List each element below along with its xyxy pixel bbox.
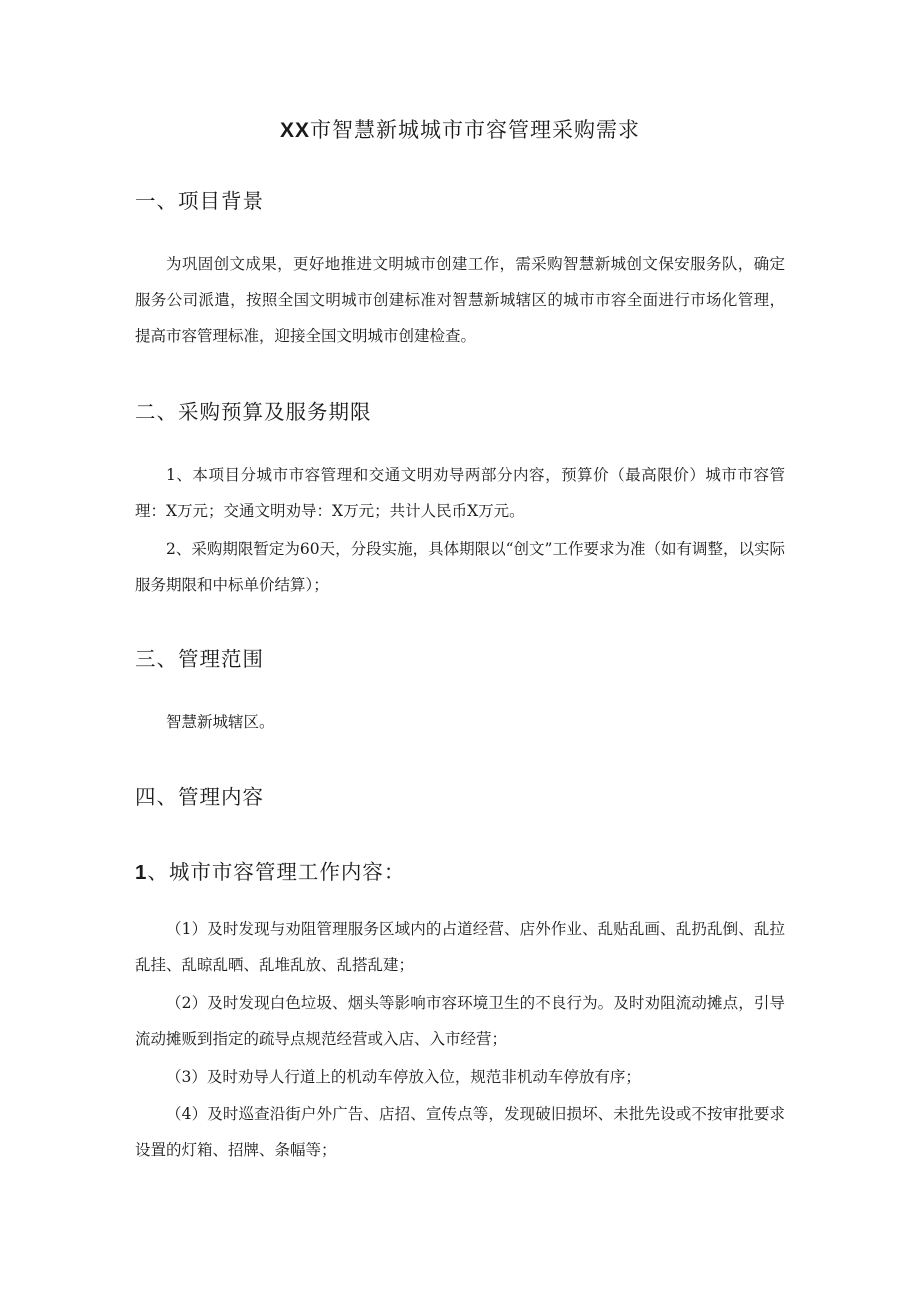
section-heading-content: 四、管理内容: [135, 785, 264, 809]
paragraph-task-2: （2）及时发现白色垃圾、烟头等影响市容环境卫生的不良行为。及时劝阻流动摊点，引导流动摊贩到指定的疏导点规范经营或入店、入市经营；: [135, 994, 785, 1048]
section-heading-scope: 三、管理范围: [135, 647, 264, 671]
paragraph-task-1: （1）及时发现与劝阻管理服务区域内的占道经营、店外作业、乱贴乱画、乱扔乱倒、乱拉乱挂、乱晾乱晒、乱堆乱放、乱搭乱建；: [135, 920, 785, 974]
document-title: [0, 112, 920, 149]
subsection-title: 、城市市容管理工作内容：: [147, 860, 406, 884]
paragraph-background: 为巩固创文成果，更好地推进文明城市创建工作，需采购智慧新城创文保安服务队，确定服务公司派遣，按照全国文明城市创建标准对智慧新城辖区的城市市容全面进行市场化管理，提高市容管理标准，迎接全国文明城市创建检查。: [135, 255, 785, 345]
title-prefix: XX: [279, 119, 310, 142]
title-text: 市智慧新城城市市容管理采购需求: [310, 118, 640, 142]
paragraph-scope: 智慧新城辖区。: [166, 713, 275, 731]
subsection-heading-city-management: [135, 855, 405, 890]
subsection-number: 1: [135, 861, 148, 884]
paragraph-task-4: （4）及时巡查沿街户外广告、店招、宣传点等，发现破旧损坏、未批先设或不按审批要求设置的灯箱、招牌、条幅等；: [135, 1105, 785, 1159]
paragraph-budget-1: 1、本项目分城市市容管理和交通文明劝导两部分内容，预算价（最高限价）城市市容管理：X万元；交通文明劝导：X万元；共计人民币X万元。: [135, 466, 785, 520]
section-heading-background: 一、项目背景: [135, 189, 264, 213]
paragraph-budget-2: 2、采购期限暂定为60天，分段实施，具体期限以“创文”工作要求为准（如有调整，以实际服务期限和中标单价结算）；: [135, 540, 785, 594]
paragraph-task-3: （3）及时劝导人行道上的机动车停放入位，规范非机动车停放有序；: [166, 1068, 641, 1086]
section-heading-budget: 二、采购预算及服务期限: [135, 400, 372, 424]
